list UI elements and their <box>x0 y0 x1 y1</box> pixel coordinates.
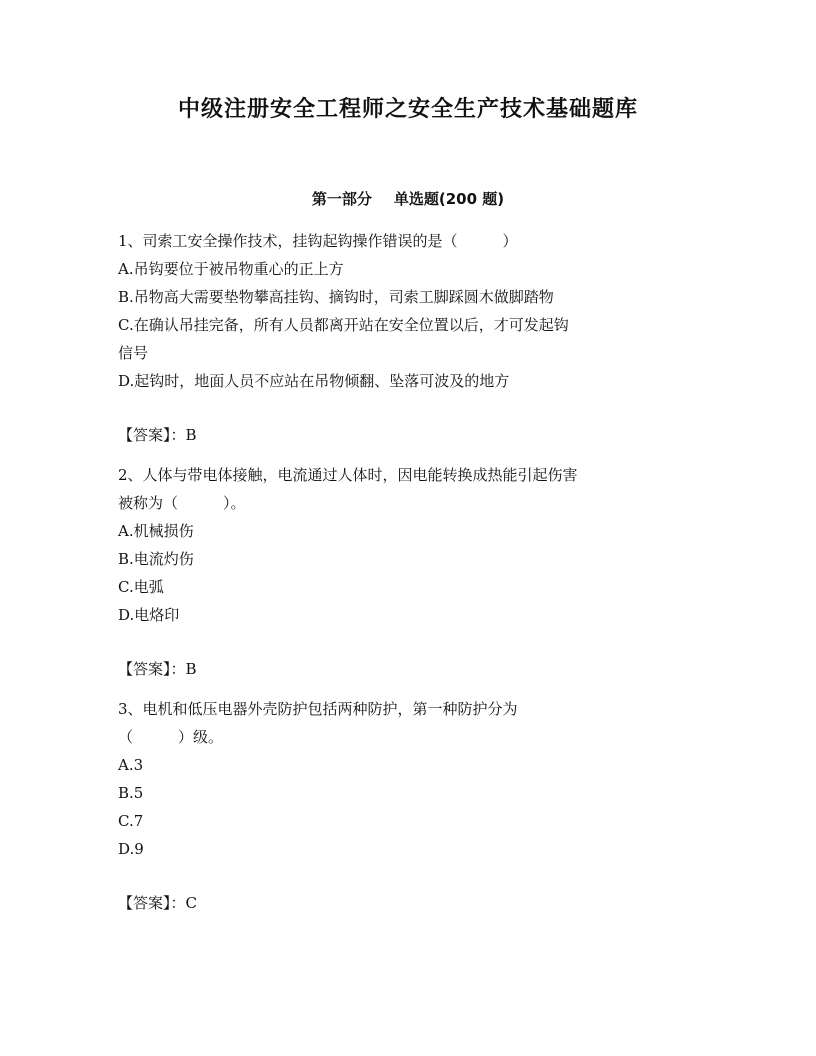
option-b: B.电流灼伤 <box>118 550 194 568</box>
document-title: 中级注册安全工程师之安全生产技术基础题库 <box>177 97 638 122</box>
option-c-continued: 信号 <box>118 344 149 362</box>
answer-line <box>118 421 698 449</box>
answer-line <box>118 889 698 917</box>
answer-value: B <box>185 660 197 678</box>
option-a: A.吊钩要位于被吊物重心的正上方 <box>118 260 344 278</box>
question-3 <box>118 695 698 917</box>
section-title <box>0 186 816 212</box>
answer-label: 【答案】： <box>118 426 186 444</box>
question-1 <box>118 227 698 449</box>
option-c: C.在确认吊挂完备，所有人员都离开站在安全位置以后，才可发起钩 <box>118 316 569 334</box>
option-d: D.电烙印 <box>118 606 180 624</box>
answer-label: 【答案】： <box>118 660 186 678</box>
option-c: C.7 <box>118 812 144 830</box>
option-a: A.3 <box>118 756 144 774</box>
answer-line <box>118 655 698 683</box>
option-a: A.机械损伤 <box>118 522 194 540</box>
question-list <box>118 227 698 929</box>
answer-label: 【答案】： <box>118 894 186 912</box>
option-c: C.电弧 <box>118 578 164 596</box>
question-stem: 3、电机和低压电器外壳防护包括两种防护，第一种防护分为 <box>118 700 518 718</box>
question-2 <box>118 461 698 683</box>
option-b: B.5 <box>118 784 144 802</box>
answer-value: C <box>185 894 197 912</box>
section-part-label: 第一部分 <box>311 190 372 208</box>
option-d: D.9 <box>118 840 144 858</box>
answer-value: B <box>185 426 197 444</box>
question-stem: 1、司索工安全操作技术，挂钩起钩操作错误的是（ ） <box>118 232 518 250</box>
option-d: D.起钩时，地面人员不应站在吊物倾翻、坠落可波及的地方 <box>118 372 510 390</box>
option-b: B.吊物高大需要垫物攀高挂钩、摘钩时，司索工脚踩圆木做脚踏物 <box>118 288 554 306</box>
question-stem-continued: 被称为（ ）。 <box>118 494 246 512</box>
question-stem-continued: （ ）级。 <box>118 728 224 746</box>
question-stem: 2、人体与带电体接触，电流通过人体时，因电能转换成热能引起伤害 <box>118 466 578 484</box>
section-type-label: 单选题(200 题) <box>393 190 505 208</box>
